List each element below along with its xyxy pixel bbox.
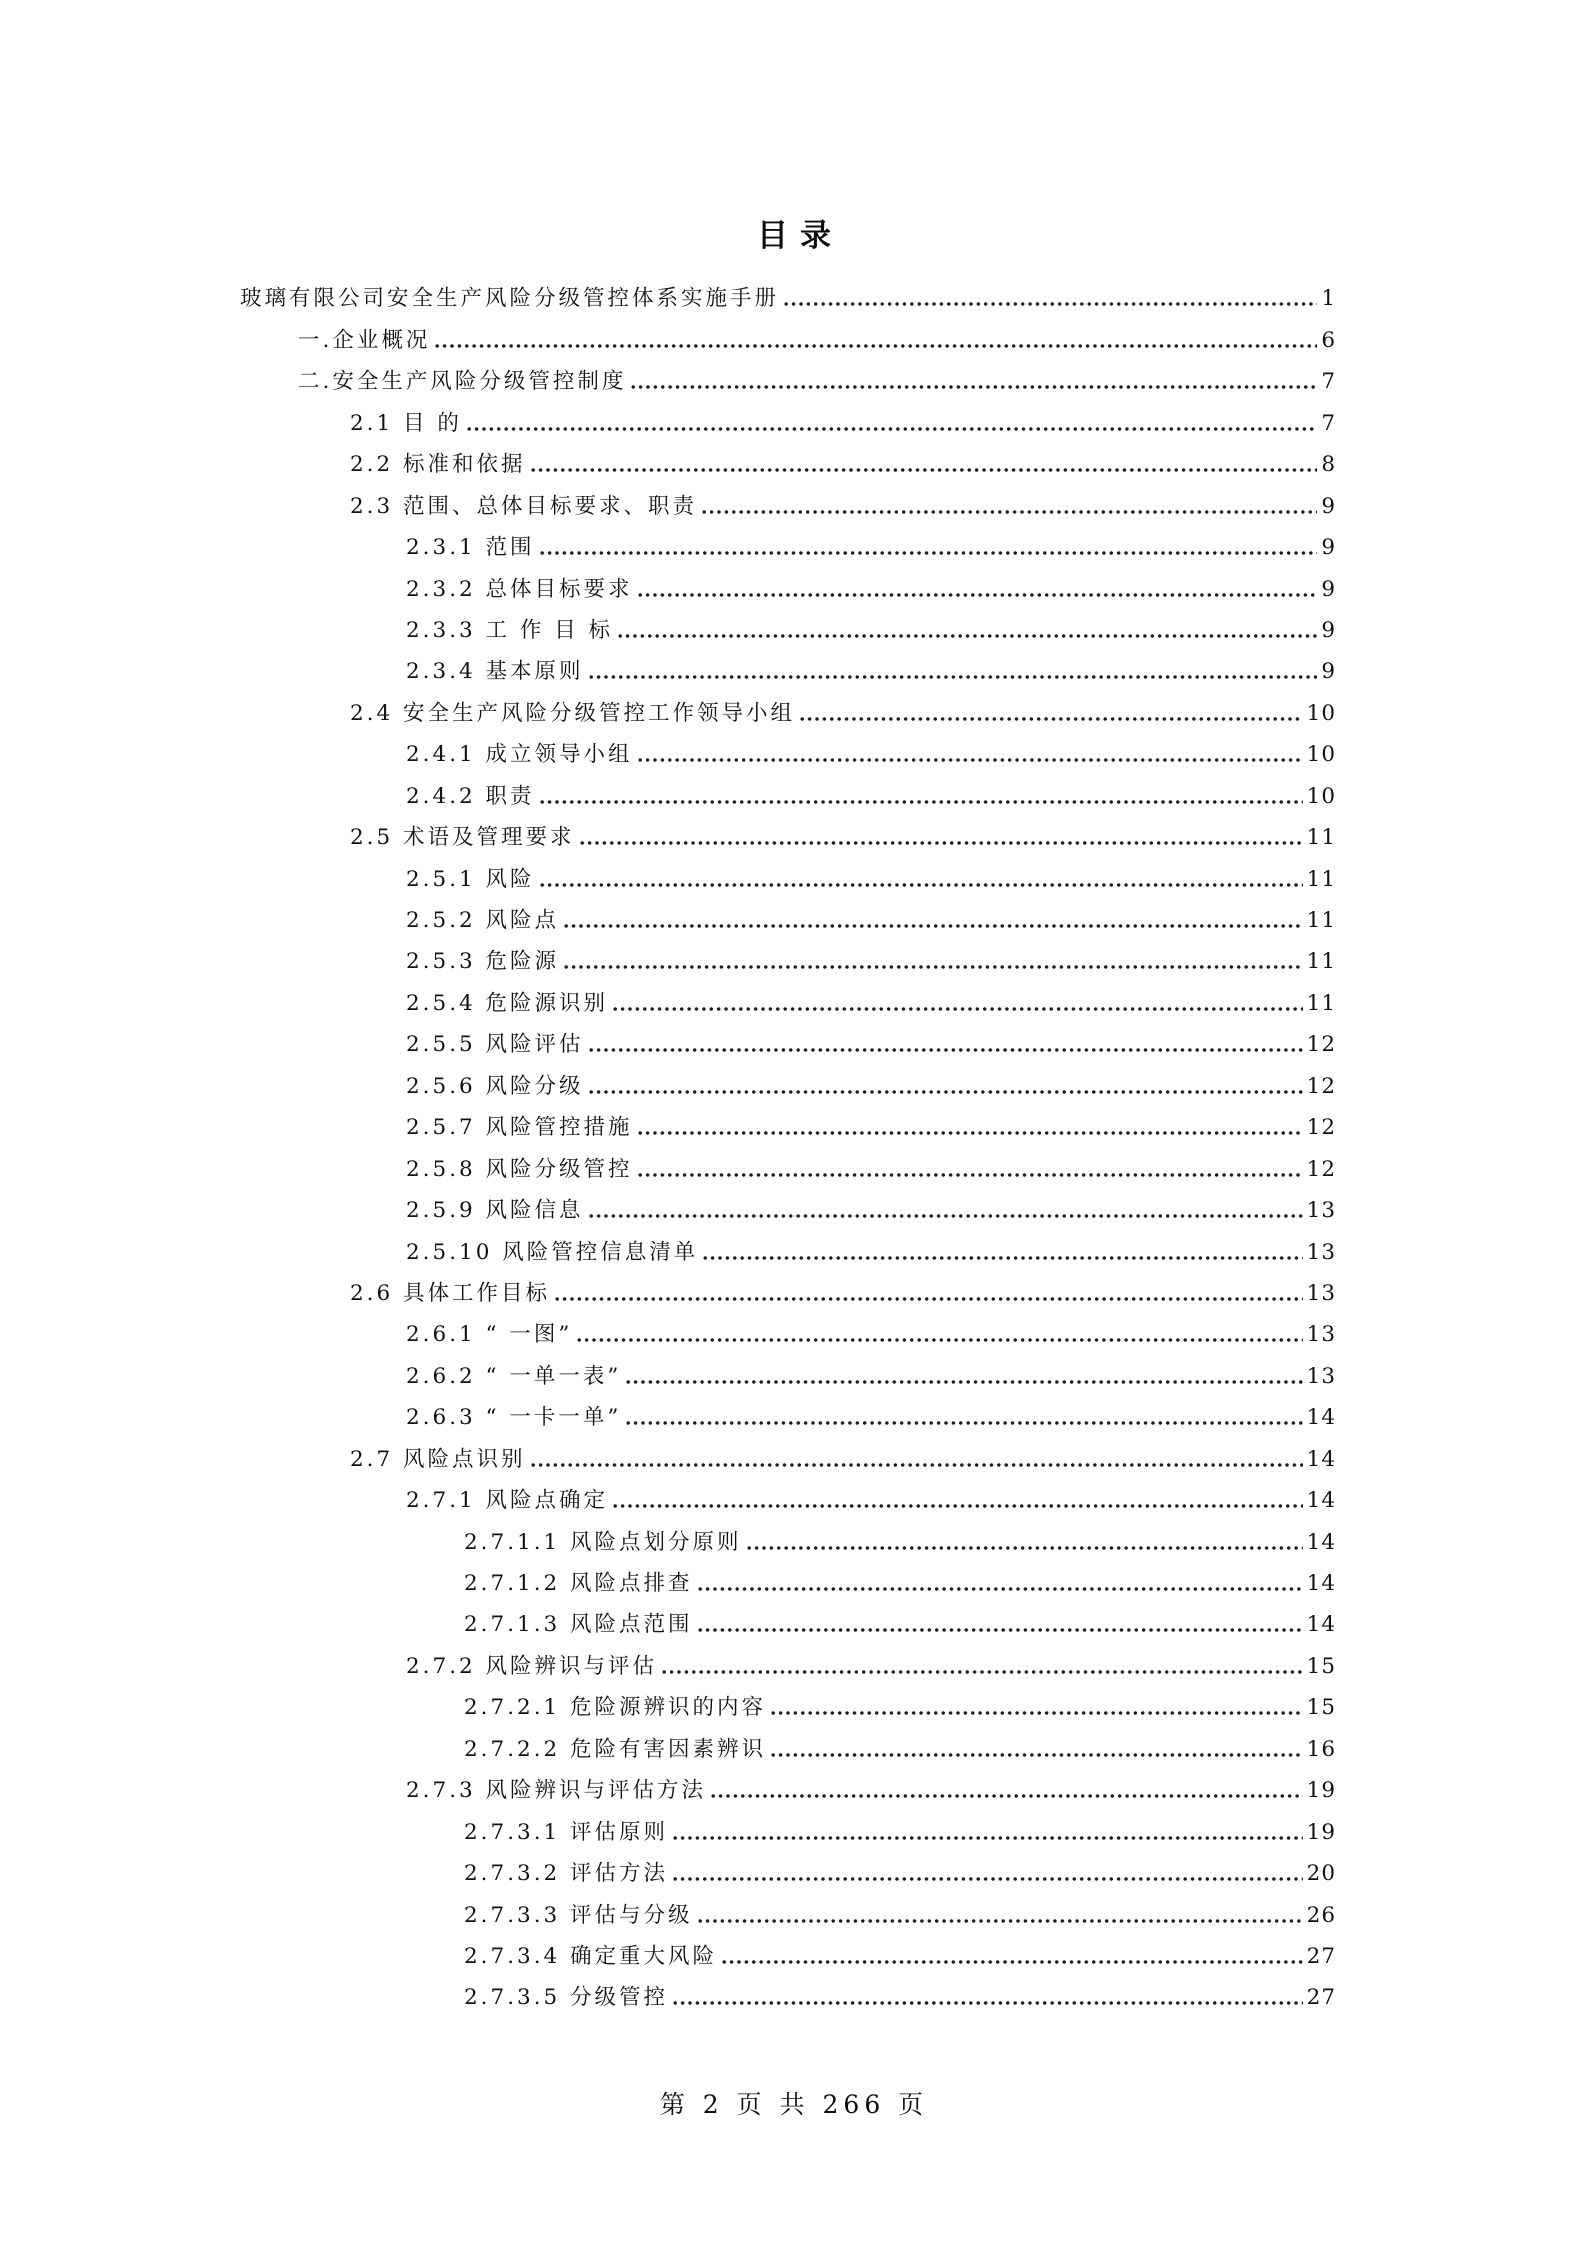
toc-entry-page-number: 8 xyxy=(1321,452,1336,478)
toc-list xyxy=(240,271,1336,2011)
dot-leader xyxy=(540,882,1303,888)
toc-entry[interactable] xyxy=(240,1100,1336,1141)
dot-leader xyxy=(703,1255,1302,1261)
dot-leader xyxy=(702,509,1317,515)
toc-entry[interactable] xyxy=(240,437,1336,478)
toc-entry-title: 2.1 目 的 xyxy=(350,410,462,436)
toc-entry-page-number: 27 xyxy=(1306,1943,1336,1969)
toc-entry-page-number: 14 xyxy=(1306,1488,1336,1514)
toc-entry[interactable] xyxy=(240,1721,1336,1762)
toc-entry-page-number: 6 xyxy=(1321,327,1336,353)
toc-entry[interactable] xyxy=(240,1017,1336,1058)
dot-leader xyxy=(638,757,1303,763)
toc-entry-title: 2.4.2 职责 xyxy=(406,783,535,809)
dot-leader xyxy=(698,1586,1303,1592)
toc-entry-title: 2.7.3.3 评估与分级 xyxy=(464,1902,693,1928)
toc-entry-page-number: 12 xyxy=(1306,1032,1336,1058)
toc-entry-page-number: 11 xyxy=(1306,908,1336,933)
toc-entry[interactable] xyxy=(240,478,1336,519)
dot-leader xyxy=(722,1959,1303,1965)
dot-leader xyxy=(800,716,1303,722)
page-footer: 第 2 页 共 266 页 xyxy=(659,2090,929,2119)
toc-entry-title: 2.5.4 危险源识别 xyxy=(406,990,609,1016)
toc-entry[interactable] xyxy=(240,1348,1336,1389)
toc-entry[interactable] xyxy=(240,685,1336,726)
dot-leader xyxy=(618,633,1317,639)
toc-entry[interactable] xyxy=(240,934,1336,975)
toc-entry-page-number: 11 xyxy=(1306,949,1336,975)
toc-entry[interactable] xyxy=(240,1970,1336,2011)
toc-entry[interactable] xyxy=(240,851,1336,892)
dot-leader xyxy=(771,1710,1303,1716)
toc-entry-title: 2.5 术语及管理要求 xyxy=(350,825,575,851)
toc-entry-title: 2.7.1.1 风险点划分原则 xyxy=(464,1529,742,1555)
dot-leader xyxy=(540,550,1318,556)
toc-entry-page-number: 9 xyxy=(1321,617,1336,643)
toc-entry-page-number: 11 xyxy=(1306,990,1336,1016)
dot-leader xyxy=(626,1379,1302,1385)
toc-entry-title: 2.5.1 风险 xyxy=(406,866,535,892)
toc-entry[interactable] xyxy=(240,1390,1336,1431)
toc-entry[interactable] xyxy=(240,1307,1336,1348)
toc-entry-page-number: 20 xyxy=(1306,1861,1336,1887)
toc-entry-title: 2.5.9 风险信息 xyxy=(406,1198,584,1224)
toc-entry[interactable] xyxy=(240,354,1336,395)
toc-entry-title: 2.3.2 总体目标要求 xyxy=(406,576,633,602)
toc-entry-title: 2.5.3 危险源 xyxy=(406,949,560,975)
toc-entry-title: 2.6 具体工作目标 xyxy=(350,1280,551,1306)
toc-entry-page-number: 11 xyxy=(1306,866,1336,892)
toc-entry-page-number: 13 xyxy=(1306,1280,1336,1306)
toc-entry[interactable] xyxy=(240,1141,1336,1182)
dot-leader xyxy=(673,2000,1303,2006)
toc-entry-title: 2.4 安全生产风险分级管控工作领导小组 xyxy=(350,700,796,726)
toc-entry-title: 2.4.1 成立领导小组 xyxy=(406,742,633,768)
toc-entry-title: 2.5.10 风险管控信息清单 xyxy=(406,1239,699,1265)
dot-leader xyxy=(673,1876,1303,1882)
toc-entry[interactable] xyxy=(240,1514,1336,1555)
toc-entry-page-number: 14 xyxy=(1306,1405,1336,1431)
toc-entry-page-number: 13 xyxy=(1306,1239,1336,1265)
toc-entry[interactable] xyxy=(240,644,1336,685)
dot-leader xyxy=(784,301,1317,307)
dot-leader xyxy=(673,1835,1303,1841)
toc-entry[interactable] xyxy=(240,1804,1336,1845)
toc-entry-page-number: 16 xyxy=(1306,1736,1336,1762)
dot-leader xyxy=(589,1089,1303,1095)
toc-entry[interactable] xyxy=(240,1680,1336,1721)
toc-entry[interactable] xyxy=(240,1846,1336,1887)
toc-entry[interactable] xyxy=(240,768,1336,809)
toc-entry-page-number: 26 xyxy=(1306,1902,1336,1928)
toc-entry[interactable] xyxy=(240,603,1336,644)
toc-entry-page-number: 9 xyxy=(1321,659,1336,685)
toc-entry-page-number: 13 xyxy=(1306,1363,1336,1389)
page-title: 目录 xyxy=(757,218,843,254)
toc-entry-page-number: 19 xyxy=(1306,1819,1336,1845)
dot-leader xyxy=(531,467,1318,473)
toc-entry-title: 2.5.2 风险点 xyxy=(406,908,560,933)
toc-entry-page-number: 9 xyxy=(1321,535,1336,561)
toc-entry-page-number: 14 xyxy=(1306,1612,1336,1638)
toc-entry[interactable] xyxy=(240,1597,1336,1638)
toc-entry-title: 2.3.1 范围 xyxy=(406,535,535,561)
dot-leader xyxy=(631,384,1317,390)
toc-entry-page-number: 9 xyxy=(1321,493,1336,519)
dot-leader xyxy=(662,1669,1303,1675)
toc-entry-title: 二.安全生产风险分级管控制度 xyxy=(298,369,627,395)
toc-entry[interactable] xyxy=(240,1638,1336,1679)
toc-entry[interactable] xyxy=(240,727,1336,768)
toc-entry-title: 2.6.3 “ 一卡一单” xyxy=(406,1405,622,1431)
toc-entry-page-number: 15 xyxy=(1306,1695,1336,1721)
toc-entry-page-number: 14 xyxy=(1306,1529,1336,1555)
toc-entry-title: 2.6.1 “ 一图” xyxy=(406,1322,573,1348)
toc-entry-page-number: 10 xyxy=(1306,700,1336,726)
dot-leader xyxy=(555,1296,1303,1302)
toc-entry-title: 2.5.8 风险分级管控 xyxy=(406,1156,633,1182)
toc-entry-title: 2.7.1.2 风险点排查 xyxy=(464,1571,693,1596)
toc-entry-title: 2.7.2.2 危险有害因素辨识 xyxy=(464,1736,767,1762)
dot-leader xyxy=(589,1213,1303,1219)
toc-entry-title: 玻璃有限公司安全生产风险分级管控体系实施手册 xyxy=(240,286,780,312)
toc-entry-page-number: 19 xyxy=(1306,1778,1336,1804)
toc-entry[interactable] xyxy=(240,1887,1336,1928)
dot-leader xyxy=(626,1420,1302,1426)
dot-leader xyxy=(531,1462,1303,1468)
dot-leader xyxy=(564,964,1303,970)
toc-entry-title: 2.7.3.1 评估原则 xyxy=(464,1819,669,1845)
toc-entry[interactable] xyxy=(240,1266,1336,1307)
toc-entry[interactable] xyxy=(240,271,1336,312)
dot-leader xyxy=(638,1172,1303,1178)
toc-entry-page-number: 27 xyxy=(1306,1985,1336,2011)
toc-entry-page-number: 14 xyxy=(1306,1571,1336,1596)
toc-entry[interactable] xyxy=(240,1058,1336,1099)
toc-entry-title: 2.2 标准和依据 xyxy=(350,452,526,478)
dot-leader xyxy=(638,1130,1303,1136)
toc-entry[interactable] xyxy=(240,561,1336,602)
toc-entry-title: 2.6.2 “ 一单一表” xyxy=(406,1363,622,1389)
dot-leader xyxy=(613,1503,1303,1509)
toc-entry-title: 2.7.3.4 确定重大风险 xyxy=(464,1943,718,1969)
toc-entry-title: 2.3.4 基本原则 xyxy=(406,659,584,685)
toc-entry-page-number: 7 xyxy=(1321,369,1336,395)
toc-entry-title: 2.7.2 风险辨识与评估 xyxy=(406,1653,658,1679)
toc-entry[interactable] xyxy=(240,1224,1336,1265)
toc-entry-title: 2.7.1.3 风险点范围 xyxy=(464,1612,693,1638)
toc-entry[interactable] xyxy=(240,1556,1336,1597)
toc-entry[interactable] xyxy=(240,1473,1336,1514)
toc-entry-page-number: 10 xyxy=(1306,742,1336,768)
toc-entry-title: 一.企业概况 xyxy=(298,327,431,353)
dot-leader xyxy=(435,343,1317,349)
toc-entry[interactable] xyxy=(240,975,1336,1016)
dot-leader xyxy=(698,1918,1303,1924)
toc-entry-title: 2.3 范围、总体目标要求、职责 xyxy=(350,493,698,519)
dot-leader xyxy=(638,592,1318,598)
toc-entry-page-number: 15 xyxy=(1306,1653,1336,1679)
toc-entry[interactable] xyxy=(240,1763,1336,1804)
dot-leader xyxy=(467,426,1317,432)
toc-entry[interactable] xyxy=(240,520,1336,561)
toc-entry[interactable] xyxy=(240,1929,1336,1970)
dot-leader xyxy=(771,1752,1303,1758)
toc-entry[interactable] xyxy=(240,312,1336,353)
toc-entry-page-number: 1 xyxy=(1321,286,1336,312)
toc-entry[interactable] xyxy=(240,395,1336,436)
dot-leader xyxy=(564,923,1303,929)
toc-entry-title: 2.7.3.2 评估方法 xyxy=(464,1861,669,1887)
toc-entry-page-number: 10 xyxy=(1306,783,1336,809)
dot-leader xyxy=(747,1545,1303,1551)
toc-entry-title: 2.7 风险点识别 xyxy=(350,1446,526,1472)
toc-entry[interactable] xyxy=(240,1183,1336,1224)
dot-leader xyxy=(589,1047,1303,1053)
toc-entry-title: 2.3.3 工 作 目 标 xyxy=(406,617,614,643)
toc-entry-page-number: 12 xyxy=(1306,1115,1336,1141)
toc-entry-title: 2.5.5 风险评估 xyxy=(406,1032,584,1058)
toc-entry[interactable] xyxy=(240,1431,1336,1472)
toc-entry-page-number: 7 xyxy=(1321,410,1336,436)
toc-entry-page-number: 13 xyxy=(1306,1322,1336,1348)
toc-entry-title: 2.5.6 风险分级 xyxy=(406,1073,584,1099)
dot-leader xyxy=(580,840,1303,846)
dot-leader xyxy=(540,799,1303,805)
toc-entry-page-number: 12 xyxy=(1306,1073,1336,1099)
dot-leader xyxy=(577,1337,1302,1343)
toc-entry[interactable] xyxy=(240,810,1336,851)
toc-entry[interactable] xyxy=(240,893,1336,934)
toc-entry-page-number: 13 xyxy=(1306,1198,1336,1224)
toc-entry-title: 2.7.3.5 分级管控 xyxy=(464,1985,669,2011)
toc-entry-page-number: 11 xyxy=(1306,825,1336,851)
dot-leader xyxy=(698,1627,1303,1633)
toc-entry-title: 2.7.1 风险点确定 xyxy=(406,1488,609,1514)
toc-entry-page-number: 12 xyxy=(1306,1156,1336,1182)
dot-leader xyxy=(711,1793,1303,1799)
toc-entry-title: 2.7.2.1 危险源辨识的内容 xyxy=(464,1695,767,1721)
toc-entry-title: 2.5.7 风险管控措施 xyxy=(406,1115,633,1141)
dot-leader xyxy=(613,1006,1303,1012)
dot-leader xyxy=(589,674,1318,680)
toc-entry-page-number: 9 xyxy=(1321,576,1336,602)
toc-entry-page-number: 14 xyxy=(1306,1446,1336,1472)
toc-entry-title: 2.7.3 风险辨识与评估方法 xyxy=(406,1778,707,1804)
